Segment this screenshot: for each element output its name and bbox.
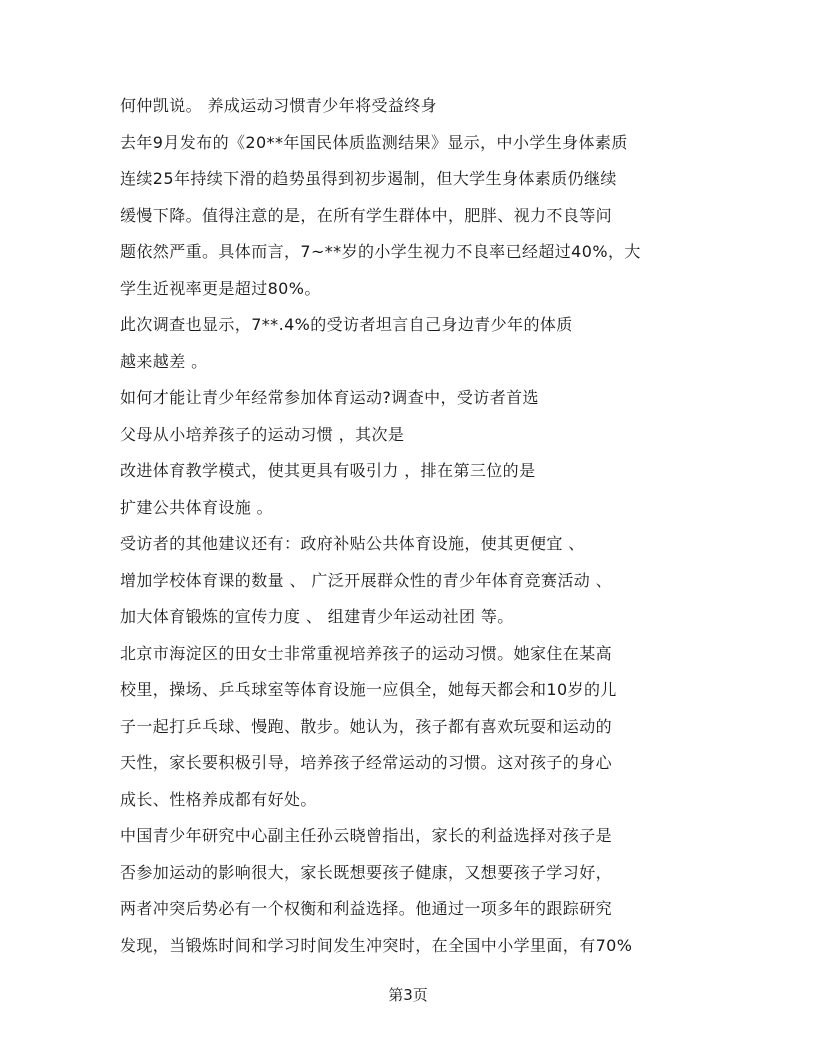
text-line: 受访者的其他建议还有：政府补贴公共体育设施，使其更便宜 、	[120, 534, 585, 553]
text-line: 发现，当锻炼时间和学习时间发生冲突时，在全国中小学里面，有70%	[120, 935, 633, 955]
text-line: 父母从小培养孩子的运动习惯 ，其次是	[120, 424, 405, 444]
text-line: 缓慢下降。值得注意的是，在所有学生群体中，肥胖、视力不良等问	[120, 205, 613, 225]
text-line: 连续25年持续下滑的趋势虽得到初步遏制，但大学生身体素质仍继续	[120, 169, 617, 188]
text-line: 学生近视率更是超过80%。	[120, 278, 321, 298]
text-line: 北京市海淀区的田女士非常重视培养孩子的运动习惯。她家住在某高	[120, 643, 613, 663]
text-line: 何仲凯说。 养成运动习惯青少年将受益终身	[120, 96, 438, 115]
body-text	[120, 88, 700, 964]
page-number: 第3页	[388, 986, 428, 1004]
text-line: 扩建公共体育设施 。	[120, 497, 274, 517]
text-line: 增加学校体育课的数量 、 广泛开展群众性的青少年体育竞赛活动 、	[120, 570, 613, 590]
text-line: 成长、性格养成都有好处。	[120, 789, 317, 809]
text-line: 此次调查也显示，7**.4%的受访者坦言自己身边青少年的体质	[120, 315, 573, 334]
text-line: 中国青少年研究中心副主任孙云晓曾指出，家长的利益选择对孩子是	[120, 826, 613, 845]
text-line: 题依然严重。具体而言，7~**岁的小学生视力不良率已经超过40%，大	[120, 242, 641, 261]
text-line: 两者冲突后势必有一个权衡和利益选择。他通过一项多年的跟踪研究	[120, 899, 613, 918]
text-line: 校里，操场、乒乓球室等体育设施一应俱全，她每天都会和10岁的儿	[120, 680, 617, 699]
text-line: 否参加运动的影响很大，家长既想要孩子健康，又想要孩子学习好，	[120, 862, 613, 882]
text-line: 如何才能让青少年经常参加体育运动?调查中，受访者首选	[120, 388, 539, 407]
text-line: 加大体育锻炼的宣传力度 、 组建青少年运动社团 等。	[120, 607, 514, 626]
text-line: 越来越差 。	[120, 351, 208, 371]
text-line: 改进体育教学模式，使其更具有吸引力 ，排在第三位的是	[120, 461, 536, 480]
text-line: 子一起打乒乓球、慢跑、散步。她认为，孩子都有喜欢玩耍和运动的	[120, 716, 613, 736]
text-line: 去年9月发布的《20**年国民体质监测结果》显示，中小学生身体素质	[120, 132, 628, 152]
text-line: 天性，家长要积极引导，培养孩子经常运动的习惯。这对孩子的身心	[120, 753, 613, 772]
